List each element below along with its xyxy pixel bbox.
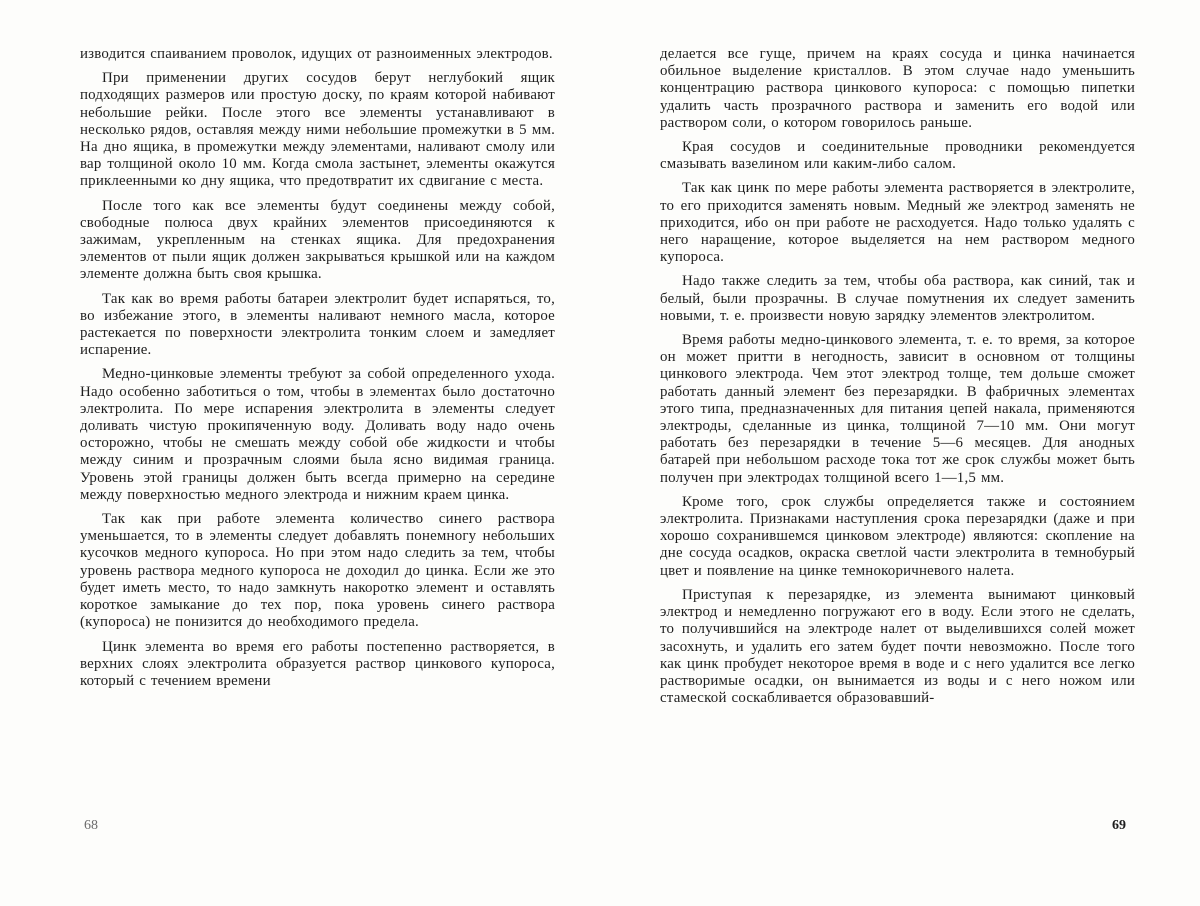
paragraph: Медно-цинковые элементы требуют за собой определенного ухода. Надо особенно заботиться о том, чтобы в элементах было достаточно электролита. По мере испарения электролита в элементы следует доливать чистую прокипяченную воду. Доливать воду надо очень осторожно, чтобы не смешать между собой обе жидкости и чтобы между синим и прозрачным слоями была ясно видимая граница. Уровень этой границы должен быть всегда примерно на середине между поверхностью медного электрода и нижним краем цинка. xyxy=(80,366,555,503)
right-page xyxy=(660,46,1135,707)
paragraph: При применении других сосудов берут неглубокий ящик подходящих размеров или простую доску, по краям которой набивают небольшие рейки. После этого все элементы устанавливают в несколько рядов, оставляя между ними небольшие промежутки в 5 мм. На дно ящика, в промежутки между элементами, наливают смолу или вар толщиной около 10 мм. Когда смола застынет, элементы окажутся приклеенными ко дну ящика, что предотвратит их сдвигание с места. xyxy=(80,70,555,190)
paragraph: Края сосудов и соединительные проводники рекомендуется смазывать вазелином или каким-либо салом. xyxy=(660,139,1135,173)
paragraph: Кроме того, срок службы определяется также и состоянием электролита. Признаками наступления срока перезарядки (даже и при хорошо сохранившемся цинковом электроде) являются: скопление на дне сосуда осадков, окраска светлой части электролита в темнобурый цвет и появление на цинке темнокоричневого налета. xyxy=(660,493,1135,579)
paragraph: Надо также следить за тем, чтобы оба раствора, как синий, так и белый, были прозрачны. В случае помутнения их следует заменить новыми, т. е. произвести новую зарядку элементов электролитом. xyxy=(660,273,1135,324)
paragraph: изводится спаиванием проволок, идущих от разноименных электродов. xyxy=(80,46,553,62)
paragraph: Так как цинк по мере работы элемента растворяется в электролите, то его приходится заменять новым. Медный же электрод заменять не приходится, ибо он при работе не расходуется. Надо только удалять с него наращение, которое выделяется на нем раствором медного купороса. xyxy=(660,180,1135,266)
paragraph: После того как все элементы будут соединены между собой, свободные полюса двух крайних элементов присоединяются к зажимам, укрепленным на стенках ящика. Для предохранения элементов от пыли ящик должен закрываться крышкой или на каждом элементе должна быть своя крышка. xyxy=(80,197,555,283)
paragraph: делается все гуще, причем на краях сосуда и цинка начинается обильное выделение кристаллов. В этом случае надо уменьшить концентрацию раствора цинкового купороса: с помощью пипетки удалить часть прозрачного раствора и заменить его водой или раствором соли, о котором говорилось раньше. xyxy=(660,46,1135,131)
paragraph: Время работы медно-цинкового элемента, т. е. то время, за которое он может притти в негодность, зависит в основном от толщины цинкового электрода. Чем этот электрод толще, тем дольше сможет работать данный элемент без перезарядки. В фабричных элементах этого типа, предназначенных для питания цепей накала, применяются электроды, сделанные из цинка, толщиной 7—10 мм. Они могут работать без перезарядки в течение 5—6 месяцев. Для анодных батарей при небольшом расходе тока тот же срок службы может быть получен при электродах толщиной всего 1—1,5 мм. xyxy=(660,332,1135,486)
paragraph: Цинк элемента во время его работы постепенно растворяется, в верхних слоях электролита образуется раствор цинкового купороса, который с течением времени xyxy=(80,638,555,689)
paragraph: Так как при работе элемента количество синего раствора уменьшается, то в элементы следует добавлять понемногу небольших кусочков медного купороса. Но при этом надо следить за тем, чтобы уровень раствора медного купороса не доходил до цинка. Если же это будет иметь место, то надо замкнуть накоротко элемент и оставлять короткое замыкание до тех пор, пока уровень синего раствора (купороса) не понизится до необходимого предела. xyxy=(80,511,555,631)
left-page-text xyxy=(80,46,555,690)
page-number-right: 69 xyxy=(1112,818,1126,833)
page-number-left: 68 xyxy=(84,818,98,833)
right-page-text xyxy=(660,46,1135,707)
paragraph: Так как во время работы батареи электролит будет испаряться, то, во избежание этого, в элементы наливают немного масла, которое растекается по поверхности электролита тонким слоем и замедляет испарение. xyxy=(80,290,555,359)
paragraph: Приступая к перезарядке, из элемента вынимают цинковый электрод и немедленно погружают его в воду. Если этого не сделать, то получившийся на электроде налет от выделившихся солей может засохнуть, и удалить его затем будет почти невозможно. После того как цинк пробудет некоторое время в воде и с него удалится все легко растворимые осадки, он вынимается из воды и с него ножом или стамеской соскабливается образовавший- xyxy=(660,586,1135,707)
left-page xyxy=(80,46,555,690)
